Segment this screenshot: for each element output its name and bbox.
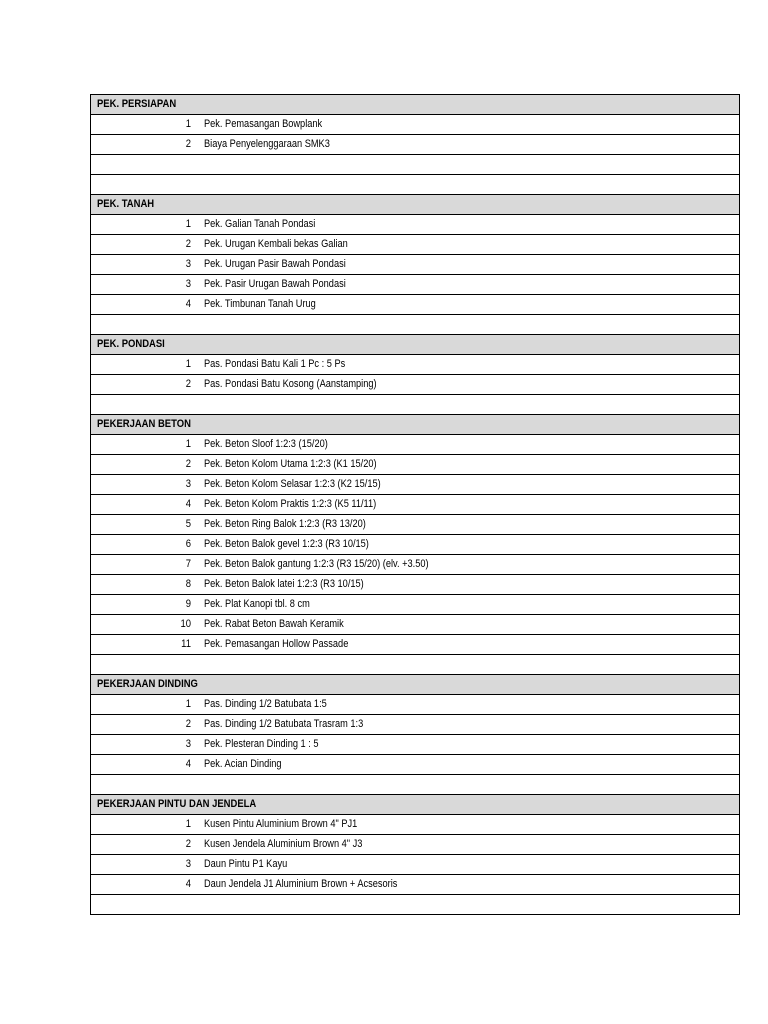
section-header: [90, 195, 740, 215]
item-description: Pek. Rabat Beton Bawah Keramik: [204, 618, 344, 630]
item-number: 3: [185, 858, 191, 870]
table-row: [90, 855, 740, 875]
work-items-table: [90, 94, 740, 915]
empty-row: [90, 175, 740, 195]
item-description: Pek. Beton Kolom Praktis 1:2:3 (K5 11/11): [204, 498, 377, 510]
table-row: [90, 875, 740, 895]
table-row: [90, 715, 740, 735]
item-description: Pek. Pasir Urugan Bawah Pondasi: [204, 278, 346, 290]
table-row: [90, 595, 740, 615]
item-number: 8: [185, 578, 191, 590]
item-description: Pek. Acian Dinding: [204, 758, 282, 770]
table-row: [90, 295, 740, 315]
empty-row: [90, 895, 740, 915]
section-header: [90, 415, 740, 435]
table-row: [90, 255, 740, 275]
item-number: 2: [185, 838, 191, 850]
section-title: PEK. TANAH: [97, 198, 155, 210]
item-number: 6: [185, 538, 191, 550]
table-row: [90, 535, 740, 555]
item-description: Pek. Plat Kanopi tbl. 8 cm: [204, 598, 310, 610]
table-row: [90, 555, 740, 575]
item-number: 11: [181, 638, 191, 650]
section-title: PEKERJAAN DINDING: [97, 678, 198, 690]
item-description: Pek. Urugan Kembali bekas Galian: [204, 238, 348, 250]
item-number: 1: [185, 698, 191, 710]
table-row: [90, 275, 740, 295]
table-row: [90, 755, 740, 775]
table-row: [90, 835, 740, 855]
table-row: [90, 515, 740, 535]
item-number: 3: [185, 478, 191, 490]
item-number: 3: [185, 278, 191, 290]
item-description: Pek. Urugan Pasir Bawah Pondasi: [204, 258, 346, 270]
item-description: Pek. Beton Balok gevel 1:2:3 (R3 10/15): [204, 538, 369, 550]
item-number: 9: [185, 598, 191, 610]
table-row: [90, 615, 740, 635]
item-description: Pek. Beton Balok gantung 1:2:3 (R3 15/20) (elv. +3.50): [204, 558, 429, 570]
item-number: 7: [185, 558, 191, 570]
item-description: Kusen Pintu Aluminium Brown 4" PJ1: [204, 818, 358, 830]
table-row: [90, 355, 740, 375]
item-description: Pas. Pondasi Batu Kali 1 Pc : 5 Ps: [204, 358, 346, 370]
item-number: 10: [180, 618, 191, 630]
item-number: 1: [185, 818, 191, 830]
item-number: 1: [185, 218, 191, 230]
section-title: PEK. PONDASI: [97, 338, 165, 350]
item-number: 3: [185, 738, 191, 750]
empty-row: [90, 395, 740, 415]
item-number: 2: [185, 238, 191, 250]
section-header: [90, 335, 740, 355]
item-number: 2: [185, 138, 191, 150]
item-number: 2: [185, 718, 191, 730]
empty-row: [90, 315, 740, 335]
item-number: 4: [185, 878, 191, 890]
table-row: [90, 735, 740, 755]
item-description: Daun Pintu P1 Kayu: [204, 858, 288, 870]
item-description: Pek. Beton Kolom Utama 1:2:3 (K1 15/20): [204, 458, 377, 470]
table-row: [90, 115, 740, 135]
table-row: [90, 695, 740, 715]
item-description: Pek. Pemasangan Hollow Passade: [204, 638, 349, 650]
item-description: Pas. Dinding 1/2 Batubata Trasram 1:3: [204, 718, 364, 730]
table-row: [90, 375, 740, 395]
item-description: Pek. Beton Ring Balok 1:2:3 (R3 13/20): [204, 518, 366, 530]
table-row: [90, 435, 740, 455]
item-number: 4: [185, 758, 191, 770]
item-description: Pas. Dinding 1/2 Batubata 1:5: [204, 698, 327, 710]
empty-row: [90, 775, 740, 795]
item-description: Pek. Beton Kolom Selasar 1:2:3 (K2 15/15): [204, 478, 381, 490]
item-number: 5: [185, 518, 191, 530]
section-header: [90, 675, 740, 695]
item-description: Pek. Beton Balok latei 1:2:3 (R3 10/15): [204, 578, 364, 590]
table-row: [90, 135, 740, 155]
item-description: Pek. Plesteran Dinding 1 : 5: [204, 738, 319, 750]
item-number: 1: [185, 438, 191, 450]
section-title: PEKERJAAN BETON: [97, 418, 191, 430]
item-description: Pek. Pemasangan Bowplank: [204, 118, 323, 130]
table-row: [90, 815, 740, 835]
table-row: [90, 495, 740, 515]
section-header: [90, 795, 740, 815]
item-number: 4: [185, 498, 191, 510]
item-number: 1: [185, 358, 191, 370]
empty-row: [90, 155, 740, 175]
item-description: Daun Jendela J1 Aluminium Brown + Acsesoris: [204, 878, 398, 890]
table-row: [90, 475, 740, 495]
table-row: [90, 215, 740, 235]
item-number: 1: [185, 118, 191, 130]
item-description: Pek. Timbunan Tanah Urug: [204, 298, 316, 310]
section-title: PEKERJAAN PINTU DAN JENDELA: [97, 798, 257, 810]
item-number: 3: [185, 258, 191, 270]
item-description: Pas. Pondasi Batu Kosong (Aanstamping): [204, 378, 377, 390]
table-row: [90, 635, 740, 655]
item-number: 2: [185, 458, 191, 470]
empty-row: [90, 655, 740, 675]
item-description: Pek. Galian Tanah Pondasi: [204, 218, 316, 230]
item-number: 2: [185, 378, 191, 390]
item-description: Biaya Penyelenggaraan SMK3: [204, 138, 330, 150]
item-description: Pek. Beton Sloof 1:2:3 (15/20): [204, 438, 328, 450]
item-description: Kusen Jendela Aluminium Brown 4" J3: [204, 838, 363, 850]
section-header: [90, 95, 740, 115]
table-row: [90, 235, 740, 255]
section-title: PEK. PERSIAPAN: [97, 98, 177, 110]
table-row: [90, 455, 740, 475]
table-row: [90, 575, 740, 595]
item-number: 4: [185, 298, 191, 310]
